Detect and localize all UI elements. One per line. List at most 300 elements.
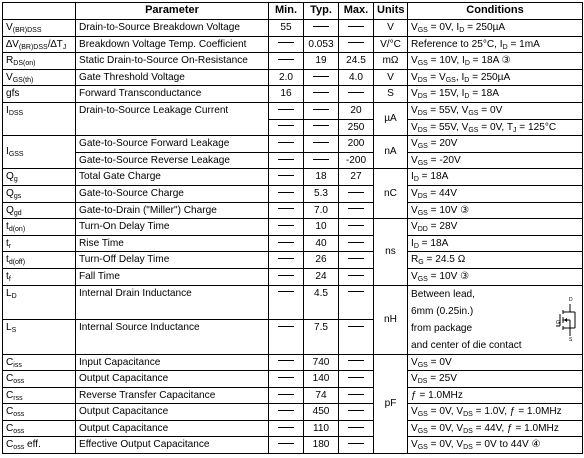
conditions-cell [408,53,583,70]
condition-sub: GS [445,76,456,84]
max-cell [339,86,374,103]
parameter-label: Total Gate Charge [79,171,161,183]
symbol-cell [3,202,76,219]
typ-value: 7.0 [313,204,329,216]
units-cell [374,219,408,285]
condition-text: , I [455,71,465,83]
parameter-cell [76,235,269,252]
parameter-cell [76,252,269,269]
symbol-sub: iss [13,361,22,369]
max-cell [339,320,374,355]
mosfet-arrow [564,318,567,322]
parameter-label: Output Capacitance [79,406,169,418]
typ-cell [304,119,339,136]
parameter-cell [76,102,269,135]
table-row [3,404,583,421]
conditions-cell [408,86,583,103]
condition-text: = 10V ③ [427,270,470,282]
symbol-cell [3,185,76,202]
conditions-cell [408,371,583,388]
inductance-condition-line: and center of die contact [411,339,522,351]
parameter-label: Input Capacitance [79,356,161,368]
units-cell [374,53,408,70]
symbol-sub: S [11,327,17,334]
table-row [3,53,583,70]
typ-cell [304,53,339,70]
symbol-sub: oss [13,444,25,452]
symbol-cell [3,219,76,236]
typ-value: 5.3 [313,187,329,199]
table-row [3,169,583,186]
max-value: 250 [347,121,365,133]
min-cell [269,152,304,169]
min-dash [278,125,294,126]
min-dash [278,394,294,395]
parameter-cell [76,219,269,236]
typ-dash [313,92,329,93]
condition-text: = 0V [478,104,503,116]
conditions-cell [408,252,583,269]
condition-text: Reference to 25°C, I [411,38,503,50]
condition-text: = 15V, I [427,88,465,100]
conditions-cell [408,185,583,202]
symbol-sub: f [8,275,11,283]
conditions-cell [408,102,583,119]
typ-cell [304,20,339,37]
max-cell [339,202,374,219]
condition-text: = 44V, ƒ = 1.0MHz [472,422,559,434]
typ-cell [304,252,339,269]
typ-value: 140 [312,373,330,385]
units-cell [374,136,408,169]
min-dash [278,208,294,209]
typ-cell [304,354,339,371]
header-typ: Typ. [304,3,339,20]
min-dash [278,109,294,110]
min-cell [269,185,304,202]
max-cell [339,252,374,269]
table-row [3,86,583,103]
symbol-text: /∆T [47,38,63,50]
max-dash [348,26,364,27]
symbol-cell [3,268,76,285]
typ-cell [304,202,339,219]
parameter-cell [76,371,269,388]
condition-text: = 1.0V, ƒ = 1.0MHz [472,406,562,418]
max-cell [339,53,374,70]
parameter-label: Drain-to-Source Leakage Current [79,104,229,116]
max-cell [339,36,374,53]
parameter-cell [76,53,269,70]
parameter-label: Forward Transconductance [79,88,202,100]
parameter-label: Reverse Transfer Capacitance [79,389,216,401]
typ-value: 110 [312,422,330,434]
max-dash [348,92,364,93]
parameter-cell [76,86,269,103]
max-cell [339,387,374,404]
condition-text: = 28V [427,221,458,233]
condition-text: = 55V, V [427,104,469,116]
units-cell [374,354,408,454]
typ-cell [304,86,339,103]
symbol-text: ∆V [6,38,19,50]
symbol-sub: g [13,176,18,184]
symbol-sub: (BR)DSS [12,27,42,34]
condition-text: I [411,171,414,183]
condition-sub: GS [417,427,428,435]
min-dash [278,410,294,411]
typ-dash [313,159,329,160]
symbol-sub: GSS [8,151,24,159]
symbol-sub: d(off) [8,259,26,267]
units-value: mΩ [382,55,399,67]
symbol-sub: DSS [8,109,24,117]
min-value: 16 [280,88,292,100]
mosfet-pin-drain: D [569,296,573,303]
units-value: nH [384,313,397,325]
max-dash [348,225,364,226]
conditions-cell [408,136,583,153]
condition-sub: DS [417,76,428,84]
typ-value: 4.5 [313,287,329,299]
symbol-sub: D [11,292,17,300]
condition-text: = 125°C [516,121,557,133]
max-cell [339,404,374,421]
typ-dash [313,26,329,27]
symbol-sub: GS(th) [12,76,34,84]
symbol-text: C [6,373,14,385]
table-row [3,252,583,269]
condition-sub: D [413,242,419,250]
typ-cell [304,36,339,53]
symbol-text: I [6,146,9,158]
conditions-cell [408,219,583,236]
table-row [3,102,583,119]
min-cell [269,252,304,269]
parameter-cell [76,202,269,219]
min-dash [278,326,294,327]
symbol-text: L [6,322,12,333]
condition-sub: GS [417,27,428,34]
condition-text: = 24.5 Ω [423,254,466,266]
min-cell [269,235,304,252]
condition-sub: GS [468,126,479,134]
max-cell [339,169,374,186]
condition-sub: GS [417,411,428,419]
min-cell [269,202,304,219]
parameter-cell [76,354,269,371]
condition-text: V [411,121,418,133]
symbol-cell [3,169,76,186]
parameter-label: Internal Drain Inductance [79,287,192,299]
parameter-cell [76,69,269,86]
symbol-cell [3,320,76,355]
condition-text: ƒ = 1.0MHz [411,389,463,401]
symbol-sub: oss [13,378,25,386]
typ-cell [304,371,339,388]
min-cell [269,69,304,86]
min-dash [278,242,294,243]
conditions-cell [408,387,583,404]
condition-text: = 55V, V [427,121,469,133]
min-cell [269,371,304,388]
table-row [3,185,583,202]
typ-value: 0.053 [308,38,334,50]
parameter-label: Gate Threshold Voltage [79,71,185,83]
parameter-label: Output Capacitance [79,373,169,385]
min-dash [278,258,294,259]
condition-text: = 0V, T [478,121,513,133]
min-value: 55 [280,22,292,33]
max-dash [348,258,364,259]
mosfet-symbol-icon [556,294,578,342]
max-cell [339,235,374,252]
typ-cell [304,102,339,119]
condition-text: V [411,422,418,434]
condition-text: = V [427,71,446,83]
parameter-label: Gate-to-Source Reverse Leakage [79,154,230,166]
symbol-text: t [6,254,9,266]
typ-cell [304,387,339,404]
symbol-sub: r [8,242,12,250]
table-row [3,387,583,404]
conditions-cell [408,20,583,37]
typ-cell [304,268,339,285]
typ-dash [313,125,329,126]
symbol-cell [3,69,76,86]
typ-value: 40 [315,237,327,249]
units-cell [374,86,408,103]
condition-text: = 18A [418,171,449,183]
condition-sub: D [413,176,419,184]
symbol-text: R [6,55,14,67]
symbol-sub: rss [13,394,23,402]
min-dash [278,275,294,276]
max-cell [339,69,374,86]
header-max: Max. [339,3,374,20]
symbol-text: Q [6,204,14,216]
typ-value: 18 [315,171,327,183]
inductance-condition-line: 6mm (0.25in.) [411,305,474,317]
conditions-cell [408,36,583,53]
condition-text: V [411,71,418,83]
typ-value: 7.5 [313,322,329,333]
symbol-sub: gs [13,192,22,200]
max-dash [348,410,364,411]
parameter-label: Static Drain-to-Source On-Resistance [79,55,248,67]
min-dash [278,42,294,43]
symbol-text: C [6,439,14,451]
min-cell [269,404,304,421]
inductance-conditions-cell [408,285,583,354]
min-dash [278,443,294,444]
typ-cell [304,185,339,202]
table-row [3,36,583,53]
min-dash [278,377,294,378]
table-row [3,69,583,86]
max-cell [339,219,374,236]
typ-cell [304,235,339,252]
min-cell [269,268,304,285]
electrical-characteristics-table [2,2,583,454]
parameter-cell [76,437,269,454]
max-dash [348,377,364,378]
condition-sub: GS [468,109,479,117]
parameter-cell [76,404,269,421]
units-cell [374,20,408,37]
condition-text: V [411,138,418,150]
symbol-cell [3,404,76,421]
symbol-cell [3,102,76,135]
parameter-cell [76,420,269,437]
min-cell [269,285,304,320]
condition-text: = 10V, I [427,55,465,67]
units-cell [374,69,408,86]
typ-cell [304,437,339,454]
min-cell [269,387,304,404]
symbol-sub: oss [13,427,25,435]
max-value: 20 [350,104,362,116]
max-dash [348,326,364,327]
condition-sub: DS [463,444,473,452]
mosfet-pin-gate: G [556,319,560,326]
condition-sub: GS [417,275,428,283]
min-dash [278,360,294,361]
condition-sub: DS [417,109,428,117]
symbol-text: C [6,422,14,434]
units-value: ns [385,246,396,258]
condition-sub: DS [417,378,428,386]
parameter-label: Drain-to-Source Breakdown Voltage [79,22,241,33]
condition-text: = 1mA [507,38,540,50]
condition-sub: DS [417,126,428,134]
typ-cell [304,169,339,186]
max-dash [348,443,364,444]
condition-text: = 44V [427,187,457,199]
symbol-cell [3,20,76,37]
condition-text: = 0V, V [427,439,464,451]
max-value: -200 [345,154,367,166]
max-value: 200 [347,138,365,150]
condition-text: V [411,373,418,385]
condition-text: = 0V, V [427,422,464,434]
conditions-cell [408,202,583,219]
parameter-label: Breakdown Voltage Temp. Coefficient [79,38,247,50]
max-cell [339,437,374,454]
typ-cell [304,420,339,437]
parameter-label: Gate-to-Drain ("Miller") Charge [79,204,217,216]
typ-value: 740 [312,356,330,368]
inductance-condition-line: Between lead, [411,288,475,300]
symbol-text: t [6,237,9,249]
condition-text: = 250µA [464,22,506,33]
condition-sub: D [459,27,465,34]
symbol-cell [3,285,76,320]
min-dash [278,142,294,143]
table-row [3,437,583,454]
table-row [3,219,583,236]
condition-text: V [411,154,418,166]
condition-sub: J [513,126,517,134]
symbol-sub: d(on) [8,226,26,234]
parameter-label: Fall Time [79,270,120,282]
symbol-cell [3,136,76,169]
parameter-cell [76,152,269,169]
symbol-text: V [6,71,13,83]
max-value: 4.0 [348,71,364,83]
symbol-text: C [6,406,14,418]
condition-sub: DS [463,427,473,435]
max-cell [339,268,374,285]
parameter-cell [76,285,269,320]
min-cell [269,119,304,136]
symbol-text: eff. [24,439,41,451]
typ-value: 26 [315,254,327,266]
typ-cell [304,285,339,320]
typ-dash [313,142,329,143]
symbol-text: C [6,356,14,368]
max-value: 24.5 [346,55,366,67]
condition-sub: D [464,93,470,101]
parameter-label: Effective Output Capacitance [79,439,210,451]
max-cell [339,371,374,388]
symbol-cell [3,53,76,70]
parameter-label: Turn-On Delay Time [79,221,170,233]
conditions-cell [408,69,583,86]
units-value: V [387,22,394,33]
units-value: V [387,71,394,83]
min-dash [278,427,294,428]
min-dash [278,225,294,226]
parameter-cell [76,320,269,355]
typ-value: 450 [312,406,330,418]
max-dash [348,291,364,292]
max-dash [348,42,364,43]
typ-cell [304,152,339,169]
min-cell [269,53,304,70]
condition-text: = 0V, I [427,22,460,33]
parameter-label: Turn-Off Delay Time [79,254,170,266]
symbol-cell [3,235,76,252]
symbol-text: Q [6,171,14,183]
max-cell [339,354,374,371]
condition-text: = 18A [418,237,449,249]
units-value: nC [384,187,397,199]
conditions-cell [408,235,583,252]
condition-text: I [411,237,414,249]
min-dash [278,192,294,193]
typ-value: 74 [315,389,327,401]
condition-sub: D [464,76,470,84]
table-row [3,371,583,388]
table-row [3,202,583,219]
symbol-text: I [6,104,9,116]
min-cell [269,169,304,186]
header-units: Units [374,3,408,20]
typ-cell [304,404,339,421]
symbol-text: t [6,270,9,282]
max-dash [348,275,364,276]
units-cell [374,36,408,53]
symbol-sub: (BR)DSS [18,43,48,51]
typ-value: 180 [312,439,330,451]
symbol-cell [3,86,76,103]
max-dash [348,360,364,361]
condition-text: V [411,204,418,216]
condition-sub: GS [417,361,428,369]
condition-text: V [411,187,418,199]
min-cell [269,36,304,53]
